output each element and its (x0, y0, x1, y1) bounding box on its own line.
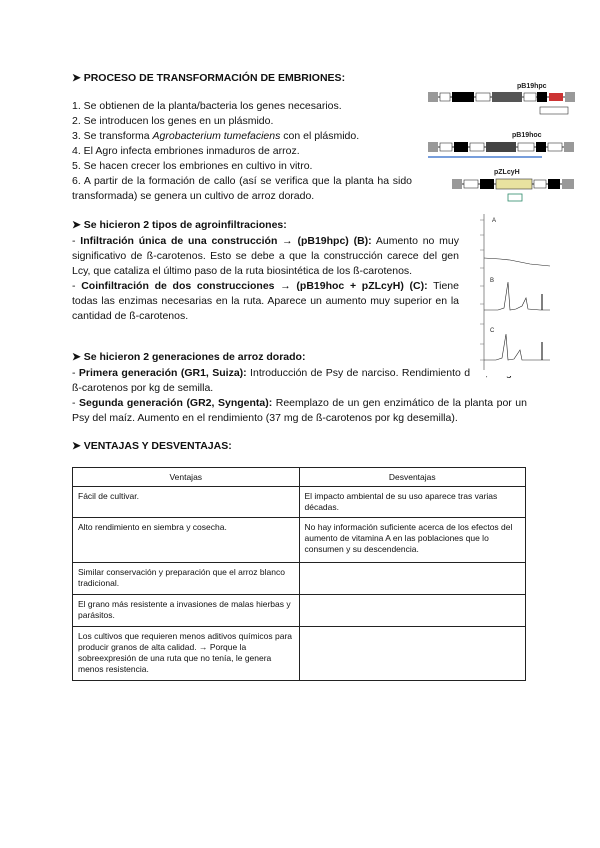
section2-body (72, 234, 459, 324)
chart-label-b: B (490, 278, 495, 284)
section3-heading: ➤ Se hicieron 2 generaciones de arroz dorado: (72, 351, 306, 363)
table-cell (299, 595, 526, 627)
table-cell (299, 563, 526, 595)
step-4: 4. El Agro infecta embriones inmaduros de arroz. (72, 145, 300, 157)
step-6: 6. A partir de la formación de callo (así se verifica que la planta ha sido transformada) se genera un cultivo de arroz dorado. (72, 175, 412, 202)
agrobacterium-name: Agrobacterium tumefaciens (152, 130, 281, 142)
generation-item-1: - Primera generación (GR1, Suiza): Introducción de Psy de narciso. Rendimiento de 1,6 mg de ß-carotenos por kg de semilla. (72, 367, 527, 394)
step-1: 1. Se obtienen de la planta/bacteria los genes necesarios. (72, 100, 342, 112)
table-row (73, 487, 526, 518)
table-row (73, 518, 526, 563)
header-ventajas: Ventajas (73, 468, 300, 487)
table-cell: Los cultivos que requieren menos aditivos químicos para producir granos de alta calidad. → Porque la sobreexpresión de una ruta que no tenía, le genera menos resistencia. (73, 627, 300, 681)
table-row (73, 627, 526, 681)
table-cell: El grano más resistente a invasiones de malas hierbas y parásitos. (73, 595, 300, 627)
section2-heading: ➤ Se hicieron 2 tipos de agroinfiltraciones: (72, 219, 287, 231)
section3-body (72, 366, 527, 426)
header-desventajas: Desventajas (299, 468, 526, 487)
step-2: 2. Se introducen los genes en un plásmido. (72, 115, 274, 127)
table-row (73, 595, 526, 627)
table-cell: El impacto ambiental de su uso aparece tras varias décadas. (299, 487, 526, 518)
table-cell: No hay información suficiente acerca de los efectos del aumento de vitamina A en las poblaciones que lo consumen y su descendencia. (299, 518, 526, 563)
table-cell: Similar conservación y preparación que el arroz blanco tradicional. (73, 563, 300, 595)
section4-heading: ➤ VENTAJAS Y DESVENTAJAS: (72, 440, 232, 452)
chart-label-c: C (490, 328, 495, 334)
pros-cons-table (72, 467, 526, 681)
chart-label-a: A (492, 218, 497, 224)
step-5: 5. Se hacen crecer los embriones en cultivo in vitro. (72, 160, 313, 172)
hplc-chromatograms-figure (470, 210, 554, 376)
plasmid2-label: pB19hoc (512, 132, 542, 139)
table-row (73, 563, 526, 595)
table-cell: Fácil de cultivar. (73, 487, 300, 518)
generation-item-2: - Segunda generación (GR2, Syngenta): Reemplazo de un gen enzimático de la planta por un Psy del maíz. Aumento en el rendimiento (37 mg de ß-carotenos por kg desemilla). (72, 397, 527, 424)
table-cell (299, 627, 526, 681)
table-header-row (73, 468, 526, 487)
steps-list (72, 99, 412, 204)
table-cell: Alto rendimiento en siembra y cosecha. (73, 518, 300, 563)
section1-heading: ➤ PROCESO DE TRANSFORMACIÓN DE EMBRIONES: (72, 72, 346, 84)
plasmid-maps-figure (422, 80, 584, 212)
agroinfiltration-item-1: - Infiltración única de una construcción → (pB19hpc) (B): Aumento no muy significativo de ß-carotenos. Esto se debe a que la construcción carece del gen Lcy, que cataliza el último paso de la ruta biosintética de los ß-carotenos. (72, 235, 459, 277)
plasmid1-label: pB19hpc (517, 83, 547, 90)
agroinfiltration-item-2: - Coinfiltración de dos construcciones → (pB19hoc + pZLcyH) (C): Tiene todas las enzimas necesarias en la ruta. Aparece un aumento muy superior en la cantidad de ß-carotenos. (72, 280, 459, 322)
step-3: 3. Se transforma Agrobacterium tumefaciens con el plásmido. (72, 130, 360, 142)
plasmid3-label: pZLcyH (494, 169, 520, 176)
